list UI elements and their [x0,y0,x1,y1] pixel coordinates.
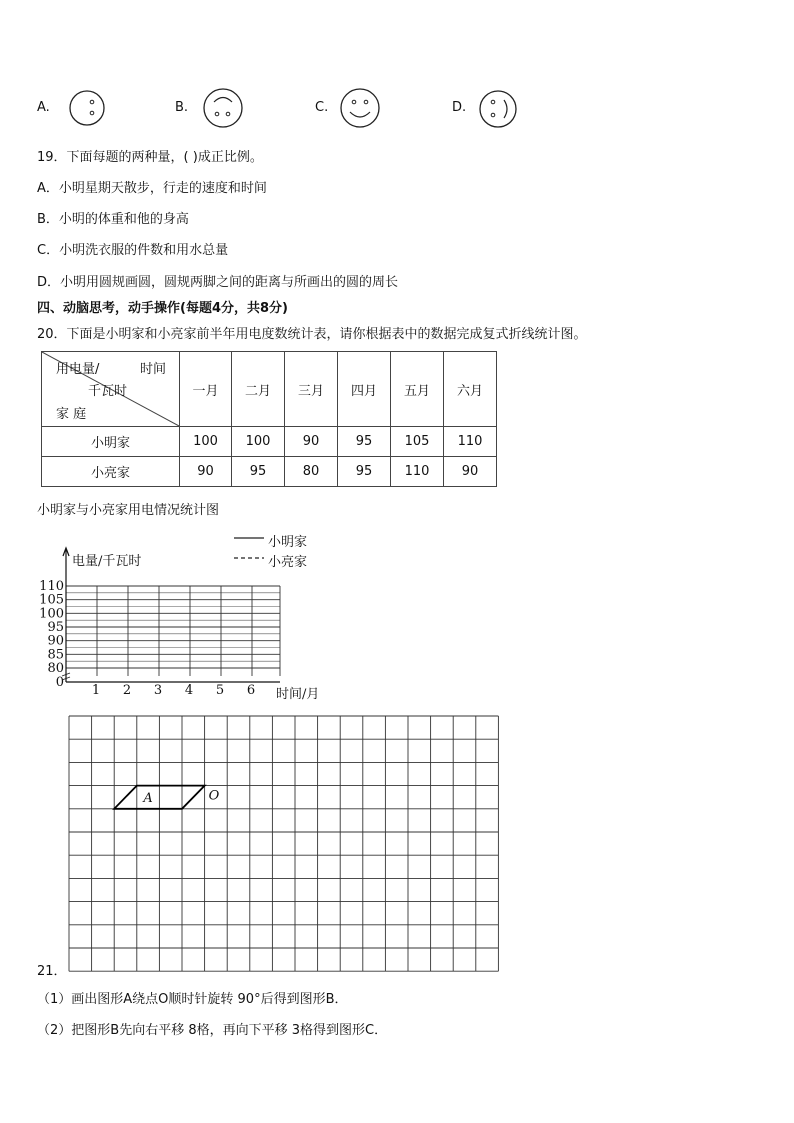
q19-option-c: C．小明洗衣服的件数和用水总量 [37,243,229,258]
table-cell: 90 [444,457,497,487]
table-cell: 95 [232,457,285,487]
face-upside-down-icon [201,86,245,130]
table-header-row [42,352,497,427]
y-tick-label: 90 [47,633,64,649]
table-cell: 90 [285,427,338,457]
face-eyes-right-icon [477,88,519,130]
option-c-letter: C. [315,100,329,115]
header-bottom: 家 庭 [56,407,87,422]
x-tick-label: 3 [153,683,163,698]
section4-heading: 四、动脑思考，动手操作(每题4分，共8分) [37,301,288,316]
y-tick-label: 105 [39,592,64,608]
y-tick-label: 0 [55,675,64,690]
table-cell: 100 [180,427,232,457]
family-name: 小亮家 [42,457,180,487]
y-tick-label: 110 [39,579,64,594]
q21-sub1: （1）画出图形A绕点O顺时针旋转 90°后得到图形B． [37,992,348,1007]
q19-option-d: D．小明用圆规画圆，圆规两脚之间的距离与所画出的圆的周长 [37,275,399,290]
y-tick-label: 85 [47,647,64,663]
header-top-right: 时间 [140,362,167,377]
table-cell: 110 [444,427,497,457]
face-smiling-icon [338,86,382,130]
legend-label-xiaoming: 小明家 [268,535,308,550]
y-axis-title: 电量/千瓦时 [72,554,142,569]
face-eyes-only-icon [67,88,107,128]
q21-grid-paper [66,714,506,976]
y-tick-label: 100 [39,606,64,622]
month-header: 四月 [338,352,391,427]
electricity-table [41,351,497,487]
x-axis-title: 时间/月 [276,687,320,702]
option-b-letter: B. [175,100,189,115]
x-tick-label: 4 [184,683,194,698]
q20-stem: 20．下面是小明家和小亮家前半年用电度数统计表，请你根据表中的数据完成复式折线统计图。 [37,327,587,342]
q19-stem: 19．下面每题的两种量，( )成正比例。 [37,150,263,165]
month-header: 五月 [391,352,444,427]
x-tick-label: 5 [215,683,225,698]
legend-label-xiaoliang: 小亮家 [268,555,308,570]
q19-option-a: A．小明星期天散步，行走的速度和时间 [37,181,267,196]
option-d-letter: D. [452,100,467,115]
month-header: 六月 [444,352,497,427]
family-name: 小明家 [42,427,180,457]
y-tick-label: 80 [47,661,64,676]
x-tick-label: 2 [122,683,132,698]
x-tick-label: 6 [246,683,256,698]
table-cell: 110 [391,457,444,487]
month-header: 二月 [232,352,285,427]
option-a-letter: A. [37,100,50,115]
x-tick-label: 1 [91,683,101,698]
month-header: 三月 [285,352,338,427]
header-top-left: 用电量/ [56,362,100,377]
q21-number: 21． [37,964,67,979]
table-row [42,457,497,487]
table-cell: 90 [180,457,232,487]
header-middle: 千瓦时 [88,384,128,399]
q19-option-b: B．小明的体重和他的身高 [37,212,189,227]
month-header: 一月 [180,352,232,427]
table-row [42,427,497,457]
q21-sub2: （2）把图形B先向右平移 8格，再向下平移 3格得到图形C． [37,1023,388,1038]
table-cell: 80 [285,457,338,487]
table-cell: 95 [338,427,391,457]
table-cell: 95 [338,457,391,487]
point-label-o: O [208,788,220,804]
chart-caption: 小明家与小亮家用电情况统计图 [37,503,220,518]
shape-label-a: A [143,791,153,807]
y-tick-label: 95 [47,620,64,635]
table-diagonal-header [42,352,180,427]
table-cell: 105 [391,427,444,457]
table-cell: 100 [232,427,285,457]
